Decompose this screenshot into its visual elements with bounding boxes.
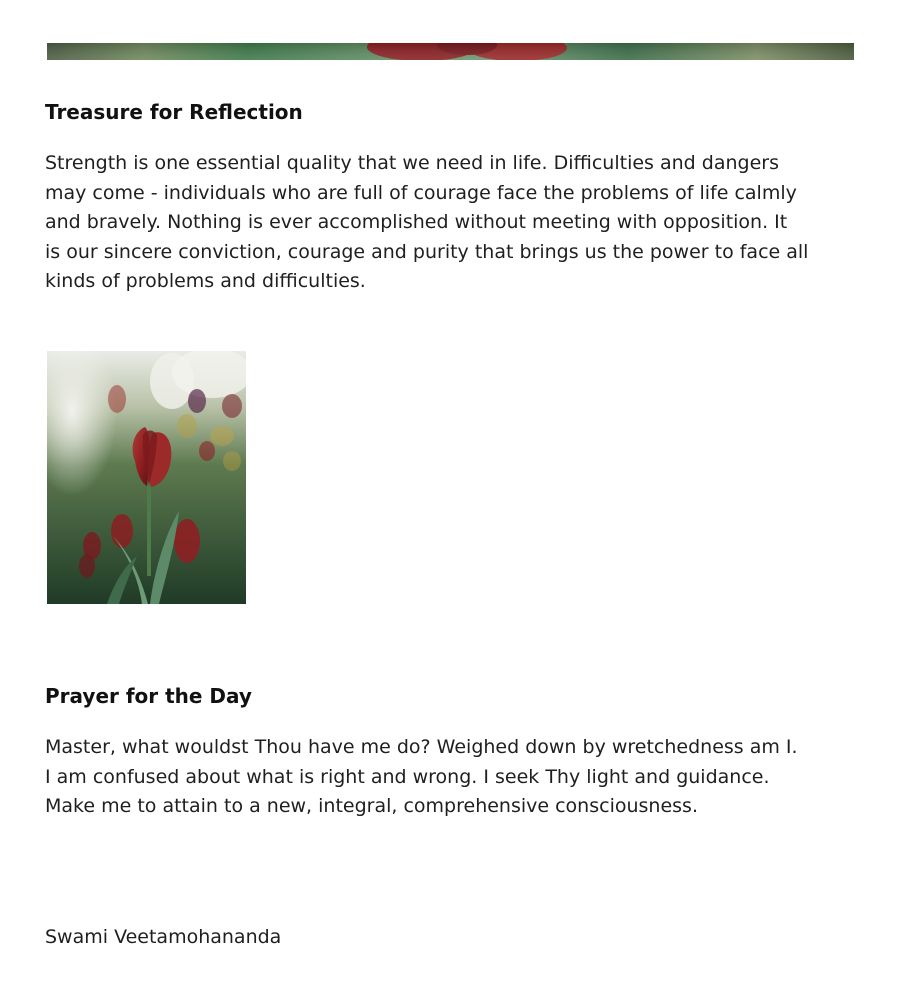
reflection-paragraph xyxy=(45,149,860,297)
reflection-line: kinds of problems and difficulties. xyxy=(45,270,366,292)
reflection-line: Strength is one essential quality that we need in life. Difficulties and dangers xyxy=(45,152,779,174)
prayer-paragraph xyxy=(45,733,860,822)
reflection-line: and bravely. Nothing is ever accomplished without meeting with opposition. It xyxy=(45,211,788,233)
prayer-line: I am confused about what is right and wrong. I seek Thy light and guidance. xyxy=(45,765,770,788)
reflection-line: is our sincere conviction, courage and purity that brings us the power to face all xyxy=(45,240,809,263)
red-tulip-photo xyxy=(47,351,246,604)
prayer-line: Master, what wouldst Thou have me do? Weighed down by wretchedness am I. xyxy=(45,736,798,758)
reflection-heading: Treasure for Reflection xyxy=(45,100,303,124)
prayer-heading: Prayer for the Day xyxy=(45,684,252,708)
tulip-banner-image xyxy=(47,43,854,60)
prayer-line: Make me to attain to a new, integral, comprehensive consciousness. xyxy=(45,795,698,817)
reflection-line: may come - individuals who are full of courage face the problems of life calmly xyxy=(45,181,797,204)
author-signature: Swami Veetamohananda xyxy=(45,926,282,948)
